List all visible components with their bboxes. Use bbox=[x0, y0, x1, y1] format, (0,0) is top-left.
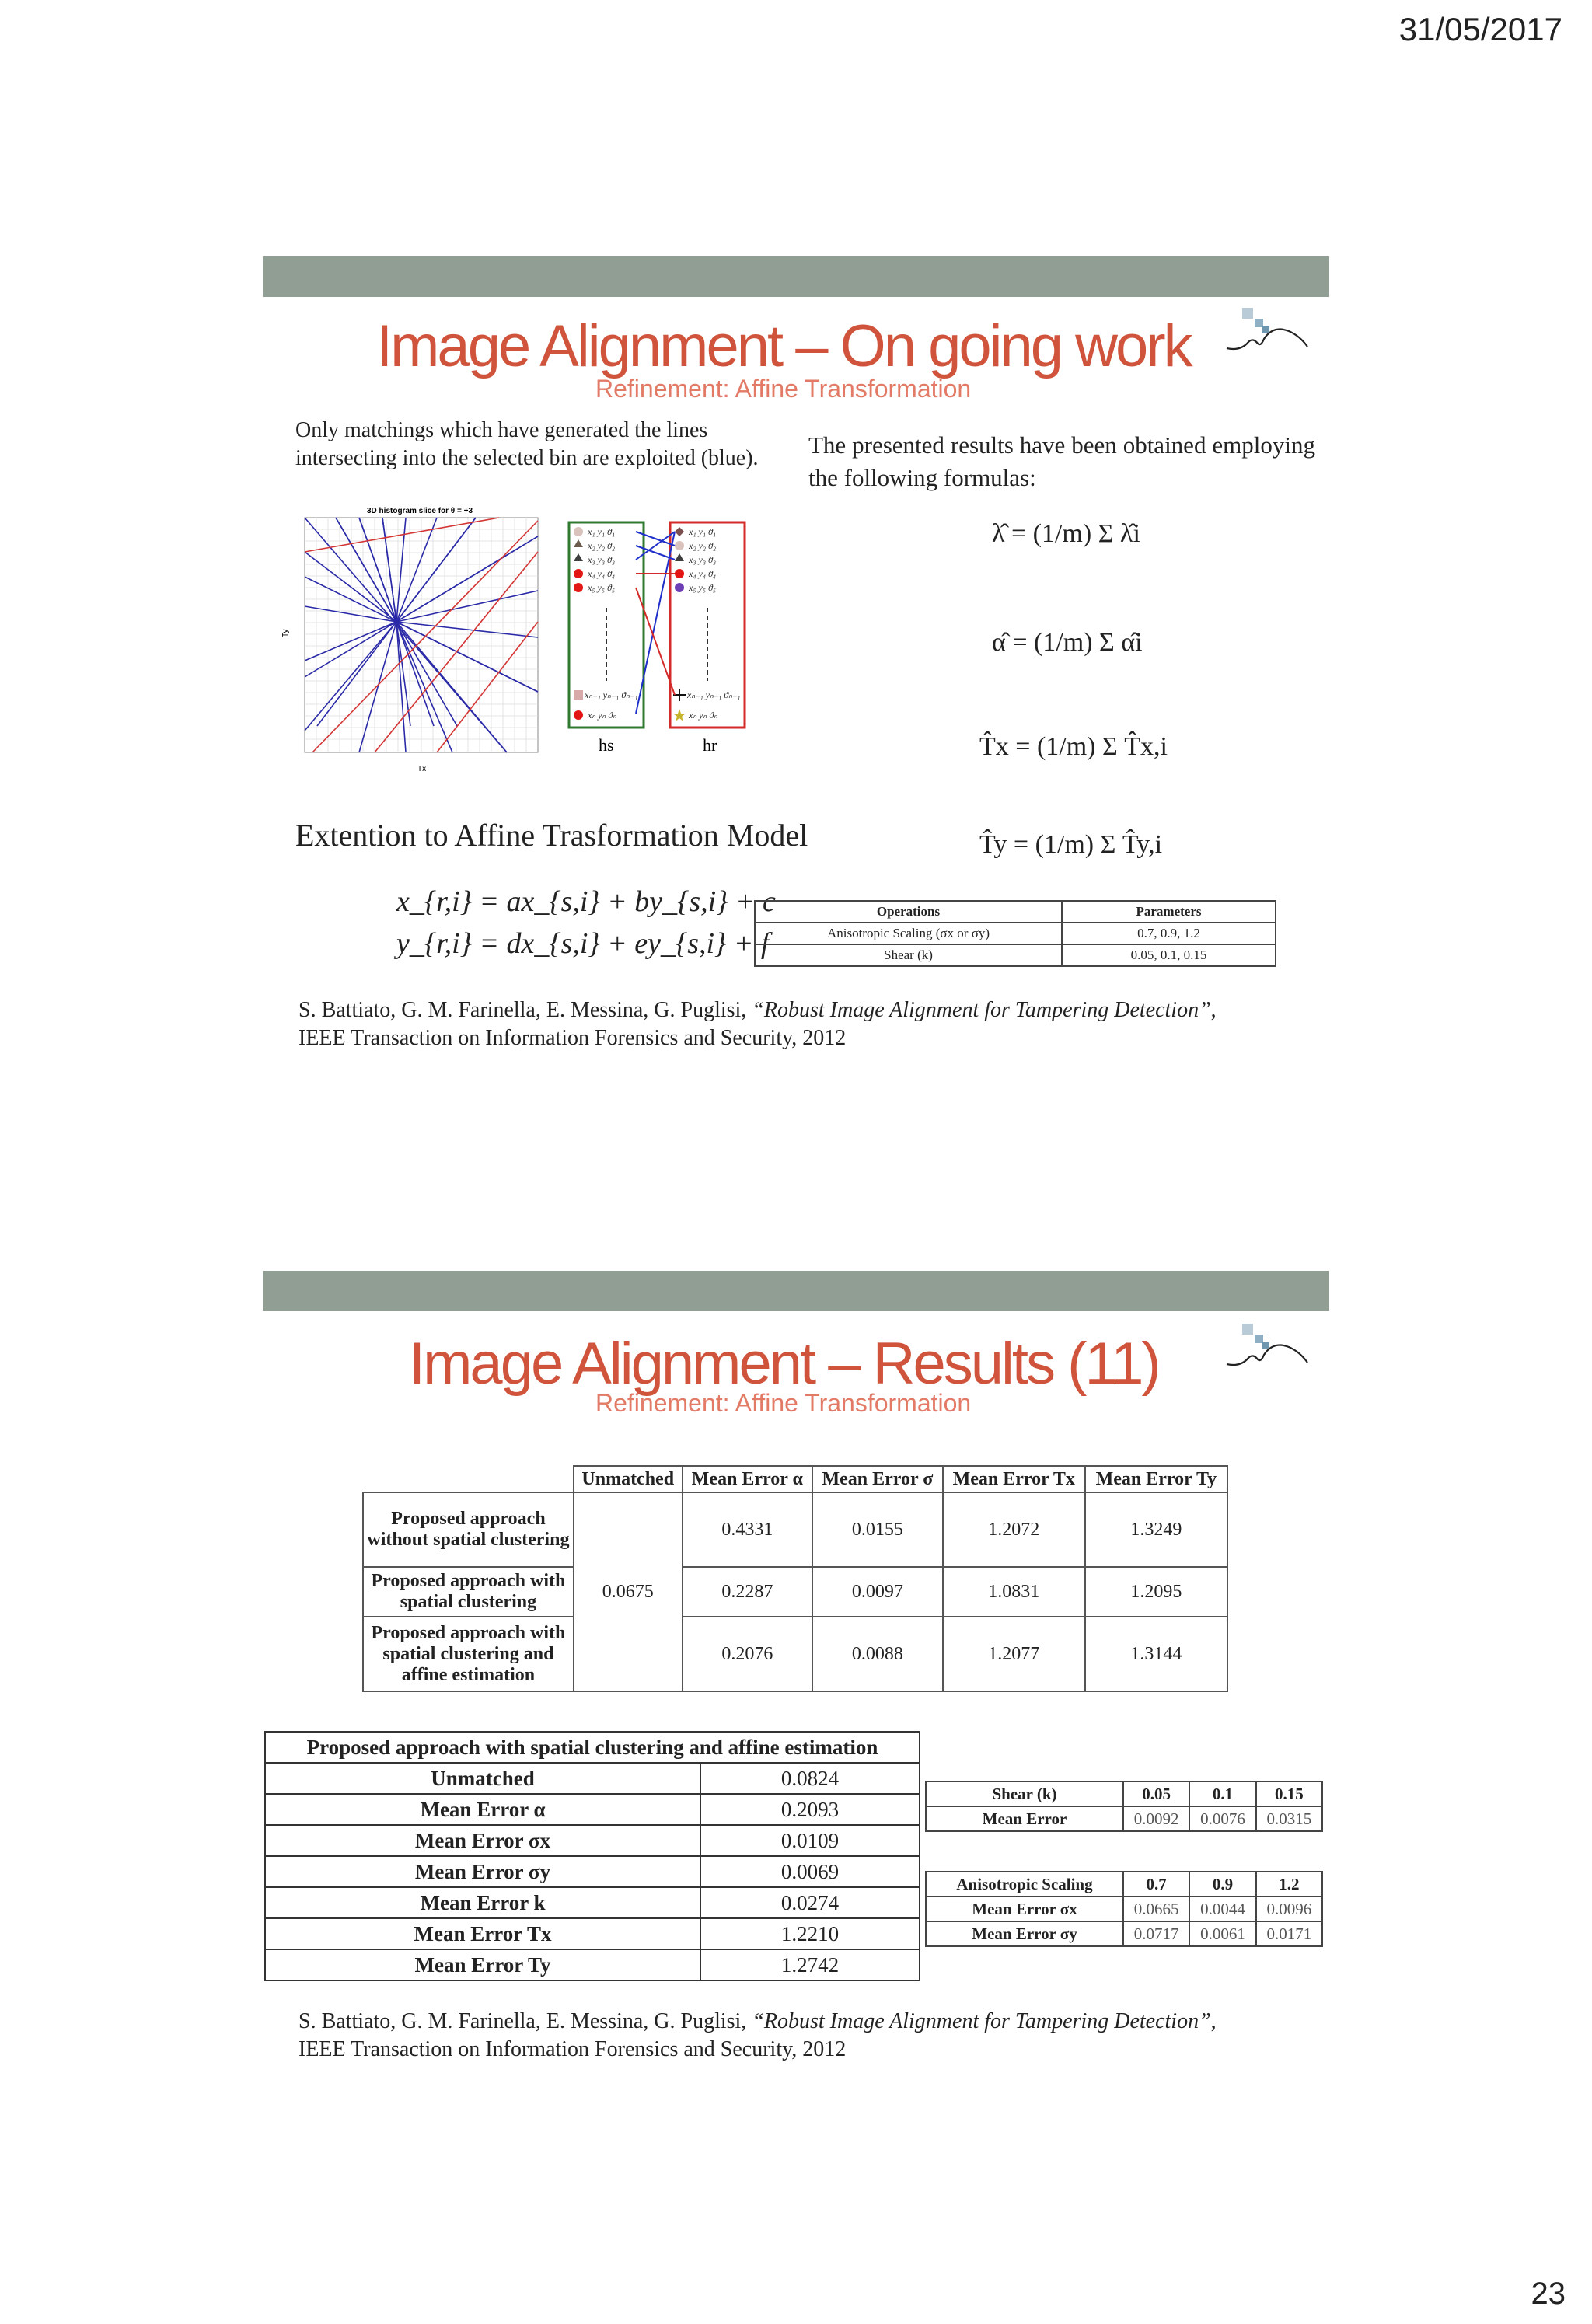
hs-label: hs bbox=[599, 735, 614, 755]
plot-ylabel: Ty bbox=[281, 629, 290, 637]
affine-equation-y: y_{r,i} = dx_{s,i} + ey_{s,i} + f bbox=[396, 927, 770, 960]
svg-text:x₄ y₄ ϑ₄: x₄ y₄ ϑ₄ bbox=[689, 568, 717, 579]
formula-alpha: α̂ = (1/m) Σ α̂i bbox=[992, 628, 1143, 657]
table-cell: 0.0315 bbox=[1256, 1806, 1322, 1831]
svg-text:x₅ y₅ ϑ₅: x₅ y₅ ϑ₅ bbox=[689, 582, 717, 593]
svg-text:x₁ y₁ ϑ₁: x₁ y₁ ϑ₁ bbox=[588, 526, 616, 537]
row-label: Mean Error σx bbox=[265, 1825, 700, 1856]
row-label: Mean Error Tx bbox=[265, 1918, 700, 1949]
reference-title: “Robust Image Alignment for Tampering Detection” bbox=[752, 2009, 1211, 2033]
svg-text:x₃ y₃ ϑ₃: x₃ y₃ ϑ₃ bbox=[588, 554, 616, 565]
svg-text:x₂ y₂ ϑ₂: x₂ y₂ ϑ₂ bbox=[588, 540, 616, 551]
reference-authors: S. Battiato, G. M. Farinella, E. Messina, G. Puglisi, bbox=[298, 998, 752, 1022]
col-header: Mean Error Tx bbox=[943, 1466, 1085, 1492]
aniso-header: 1.2 bbox=[1256, 1872, 1322, 1897]
table-row bbox=[265, 1918, 920, 1949]
table-cell: 0.0069 bbox=[700, 1856, 920, 1887]
table-cell: 0.0076 bbox=[1189, 1806, 1255, 1831]
col-header: Mean Error Ty bbox=[1085, 1466, 1227, 1492]
svg-text:x₅ y₅ ϑ₅: x₅ y₅ ϑ₅ bbox=[588, 582, 616, 593]
reference-tail: , bbox=[1210, 2009, 1217, 2033]
svg-text:x₁ y₁ ϑ₁: x₁ y₁ ϑ₁ bbox=[689, 526, 717, 537]
reference bbox=[298, 996, 1325, 1052]
svg-text:x₂ y₂ ϑ₂: x₂ y₂ ϑ₂ bbox=[689, 540, 717, 551]
table-cell: 1.2077 bbox=[943, 1617, 1085, 1691]
table-cell: 0.0061 bbox=[1189, 1921, 1255, 1946]
affine-estimation-table bbox=[264, 1731, 920, 1981]
slide-header-bar bbox=[263, 1271, 1329, 1311]
table-row bbox=[265, 1794, 920, 1825]
formula-lambda: λ̂ = (1/m) Σ λ̂i bbox=[992, 519, 1140, 548]
ops-cell: Anisotropic Scaling (σx or σy) bbox=[755, 923, 1062, 944]
operations-table bbox=[754, 900, 1276, 967]
slide-results bbox=[263, 1271, 1329, 2079]
table-cell: 0.2093 bbox=[700, 1794, 920, 1825]
page-number: 23 bbox=[1531, 2277, 1566, 2311]
row-label: Mean Error Ty bbox=[265, 1949, 700, 1980]
plot-grid bbox=[305, 518, 538, 752]
row-label: Proposed approach with spatial clustering and affine estimation bbox=[363, 1617, 574, 1691]
reference-journal: IEEE Transaction on Information Forensics and Security, 2012 bbox=[298, 1026, 847, 1050]
row-label: Mean Error k bbox=[265, 1887, 700, 1918]
ops-cell: Shear (k) bbox=[755, 944, 1062, 966]
table-cell: 0.2076 bbox=[683, 1617, 813, 1691]
match-list-diagram bbox=[566, 521, 768, 762]
svg-text:xₙ₋₁ yₙ₋₁ ϑₙ₋₁: xₙ₋₁ yₙ₋₁ ϑₙ₋₁ bbox=[585, 689, 638, 700]
table-cell: 1.2210 bbox=[700, 1918, 920, 1949]
table-cell: 1.3249 bbox=[1085, 1492, 1227, 1567]
matching-description: Only matchings which have generated the lines intersecting into the selected bin are exploited (blue). bbox=[295, 418, 759, 470]
row-label: Mean Error σy bbox=[926, 1921, 1123, 1946]
table-cell: 0.0155 bbox=[812, 1492, 943, 1567]
table-cell: 1.0831 bbox=[943, 1567, 1085, 1617]
page-date: 31/05/2017 bbox=[1398, 11, 1562, 47]
slide-subtitle: Refinement: Affine Transformation bbox=[595, 1389, 972, 1417]
plot-xlabel: Tx bbox=[417, 765, 427, 773]
row-label: Proposed approach with spatial clustering bbox=[363, 1567, 574, 1617]
slide-title: Image Alignment – Results (11) bbox=[409, 1331, 1159, 1397]
table-cell: 1.2095 bbox=[1085, 1567, 1227, 1617]
table-row bbox=[265, 1825, 920, 1856]
aniso-header: Anisotropic Scaling bbox=[926, 1872, 1123, 1897]
table-cell: 0.0665 bbox=[1123, 1897, 1189, 1921]
logo-icon bbox=[1225, 308, 1311, 354]
row-label: Mean Error bbox=[926, 1806, 1123, 1831]
table-cell: 0.0092 bbox=[1123, 1806, 1189, 1831]
svg-text:xₙ yₙ ϑₙ: xₙ yₙ ϑₙ bbox=[689, 710, 717, 721]
svg-text:x₄ y₄ ϑ₄: x₄ y₄ ϑ₄ bbox=[588, 568, 616, 579]
reference-tail: , bbox=[1210, 998, 1217, 1022]
hr-label: hr bbox=[703, 735, 717, 755]
table-cell: 0.0717 bbox=[1123, 1921, 1189, 1946]
reference-authors: S. Battiato, G. M. Farinella, E. Messina, G. Puglisi, bbox=[298, 2009, 752, 2033]
table-row bbox=[363, 1567, 1227, 1617]
table-cell: 0.0097 bbox=[812, 1567, 943, 1617]
reference-title: “Robust Image Alignment for Tampering Detection” bbox=[752, 998, 1211, 1022]
table-cell: 0.0044 bbox=[1189, 1897, 1255, 1921]
affine-equation-x: x_{r,i} = ax_{s,i} + by_{s,i} + c bbox=[396, 885, 776, 918]
table-cell: 0.0096 bbox=[1256, 1897, 1322, 1921]
unmatched-cell: 0.0675 bbox=[574, 1492, 683, 1691]
ops-header-operations: Operations bbox=[755, 901, 1062, 923]
table-row bbox=[363, 1492, 1227, 1567]
slide-header-bar bbox=[263, 256, 1329, 297]
table-row bbox=[363, 1617, 1227, 1691]
anisotropic-table bbox=[925, 1871, 1323, 1947]
table-row bbox=[265, 1856, 920, 1887]
reference-journal: IEEE Transaction on Information Forensics and Security, 2012 bbox=[298, 2037, 847, 2061]
table-cell: 1.3144 bbox=[1085, 1617, 1227, 1691]
table-cell: 1.2072 bbox=[943, 1492, 1085, 1567]
plot-title: 3D histogram slice for θ = +3 bbox=[367, 507, 473, 515]
table-row bbox=[926, 1921, 1322, 1946]
svg-text:xₙ yₙ ϑₙ: xₙ yₙ ϑₙ bbox=[588, 710, 616, 721]
results-table bbox=[362, 1465, 1228, 1692]
shear-header: Shear (k) bbox=[926, 1781, 1123, 1806]
logo-icon bbox=[1225, 1324, 1311, 1370]
row-label: Proposed approach without spatial clustering bbox=[363, 1492, 574, 1567]
table-cell: 0.0171 bbox=[1256, 1921, 1322, 1946]
shear-table bbox=[925, 1781, 1323, 1832]
row-label: Mean Error σy bbox=[265, 1856, 700, 1887]
table-cell: 0.0109 bbox=[700, 1825, 920, 1856]
row-label: Mean Error σx bbox=[926, 1897, 1123, 1921]
table-row bbox=[265, 1949, 920, 1980]
table-cell: 0.0088 bbox=[812, 1617, 943, 1691]
aniso-header: 0.7 bbox=[1123, 1872, 1189, 1897]
col-header: Mean Error α bbox=[683, 1466, 813, 1492]
table-cell: 0.0274 bbox=[700, 1887, 920, 1918]
svg-text:x₃ y₃ ϑ₃: x₃ y₃ ϑ₃ bbox=[689, 554, 717, 565]
affine-table-title: Proposed approach with spatial clustering and affine estimation bbox=[265, 1732, 920, 1763]
affine-heading: Extention to Affine Trasformation Model bbox=[295, 818, 808, 853]
table-row bbox=[926, 1897, 1322, 1921]
formula-ty: T̂y = (1/m) Σ T̂y,i bbox=[979, 830, 1163, 859]
ops-cell: 0.7, 0.9, 1.2 bbox=[1062, 923, 1276, 944]
table-row bbox=[926, 1806, 1322, 1831]
svg-text:xₙ₋₁ yₙ₋₁ ϑₙ₋₁: xₙ₋₁ yₙ₋₁ ϑₙ₋₁ bbox=[687, 689, 741, 700]
ops-cell: 0.05, 0.1, 0.15 bbox=[1062, 944, 1276, 966]
table-row bbox=[265, 1763, 920, 1794]
ops-header-parameters: Parameters bbox=[1062, 901, 1276, 923]
slide-subtitle: Refinement: Affine Transformation bbox=[595, 375, 972, 403]
slide-ongoing-work bbox=[263, 256, 1329, 1049]
col-header: Mean Error σ bbox=[812, 1466, 943, 1492]
row-label: Mean Error α bbox=[265, 1794, 700, 1825]
table-cell: 0.0824 bbox=[700, 1763, 920, 1794]
shear-header: 0.15 bbox=[1256, 1781, 1322, 1806]
formulas-intro: The presented results have been obtained employing the following formulas: bbox=[808, 431, 1315, 491]
reference bbox=[298, 2008, 1325, 2064]
col-header: Unmatched bbox=[574, 1466, 683, 1492]
table-cell: 1.2742 bbox=[700, 1949, 920, 1980]
table-cell: 0.2287 bbox=[683, 1567, 813, 1617]
shear-header: 0.05 bbox=[1123, 1781, 1189, 1806]
formula-tx: T̂x = (1/m) Σ T̂x,i bbox=[979, 732, 1168, 761]
slide-title: Image Alignment – On going work bbox=[376, 313, 1191, 379]
aniso-header: 0.9 bbox=[1189, 1872, 1255, 1897]
histogram-slice-plot bbox=[281, 505, 546, 777]
shear-header: 0.1 bbox=[1189, 1781, 1255, 1806]
row-label: Unmatched bbox=[265, 1763, 700, 1794]
table-row bbox=[265, 1887, 920, 1918]
table-cell: 0.4331 bbox=[683, 1492, 813, 1567]
